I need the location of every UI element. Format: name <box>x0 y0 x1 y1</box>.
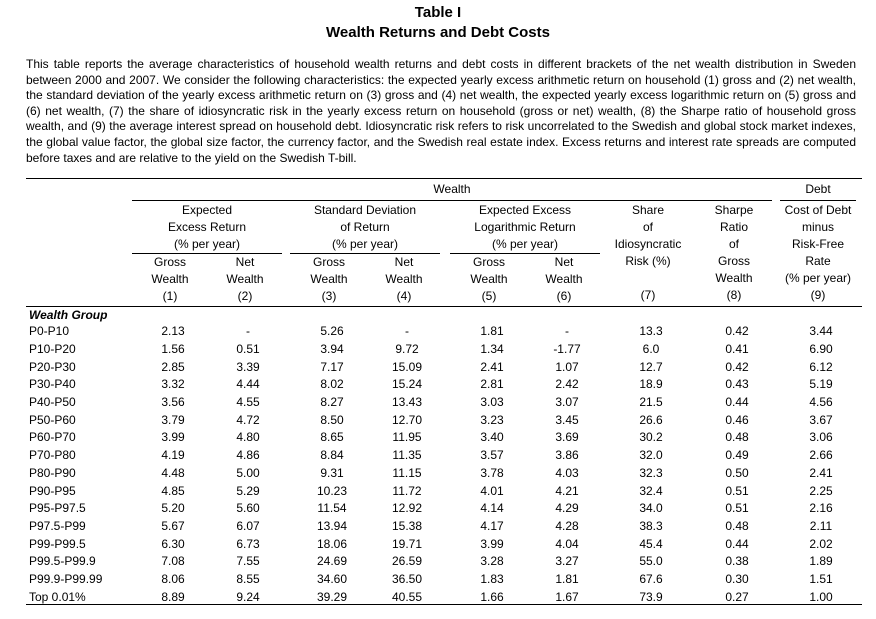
header-bottom-rule <box>26 306 862 307</box>
cell-col-1: 8.06 <box>161 571 185 586</box>
cell-col-7: 73.9 <box>639 589 663 604</box>
cell-col-5: 4.14 <box>480 501 504 516</box>
column-gap <box>443 553 453 571</box>
cell-col-9: 6.90 <box>809 342 833 357</box>
column-gap <box>285 482 293 500</box>
cell-col-4: 9.72 <box>395 342 419 357</box>
cell-col-4: 12.70 <box>391 412 423 427</box>
cell-col-6: 2.42 <box>555 377 579 392</box>
cell-col-2: 4.72 <box>236 412 260 427</box>
row-label: P60-P70 <box>29 430 76 445</box>
column-gap <box>775 323 783 341</box>
cell-col-8: 0.49 <box>725 448 749 463</box>
cell-col-1: 8.89 <box>161 589 185 604</box>
cell-col-3: 3.94 <box>320 342 344 357</box>
column-gap <box>285 535 293 553</box>
column-gap <box>603 535 611 553</box>
cell-col-8: 0.38 <box>725 554 749 569</box>
cell-col-2: - <box>246 324 250 339</box>
cell-col-4: 19.71 <box>391 536 423 551</box>
row-label: P80-P90 <box>29 465 76 480</box>
cell-col-2: 6.73 <box>236 536 260 551</box>
column-gap <box>603 465 611 483</box>
cell-col-2: 5.60 <box>236 501 260 516</box>
row-label: P99.5-P99.9 <box>29 554 96 569</box>
column-gap <box>775 482 783 500</box>
cell-col-5: 3.03 <box>480 395 504 410</box>
cell-col-9: 2.66 <box>809 448 833 463</box>
cell-col-1: 4.48 <box>161 465 185 480</box>
col-header-1: Gross Wealth (1) <box>151 255 189 303</box>
cell-col-8: 0.42 <box>725 359 749 374</box>
row-label: P30-P40 <box>29 377 76 392</box>
cell-col-9: 6.12 <box>809 359 833 374</box>
col-header-2: Net Wealth (2) <box>226 255 264 303</box>
table-row <box>26 323 859 341</box>
cell-col-5: 1.34 <box>480 342 504 357</box>
cell-col-7: 55.0 <box>639 554 663 569</box>
column-gap <box>285 394 293 412</box>
cell-col-7: 67.6 <box>639 571 663 586</box>
column-gap <box>603 482 611 500</box>
cell-col-3: 8.65 <box>320 430 344 445</box>
table-body <box>26 323 859 606</box>
cell-col-3: 8.02 <box>320 377 344 392</box>
cell-col-6: 4.28 <box>555 518 579 533</box>
cell-col-2: 6.07 <box>236 518 260 533</box>
column-gap <box>603 553 611 571</box>
column-gap <box>285 553 293 571</box>
top-rule <box>26 178 862 179</box>
cell-col-8: 0.51 <box>725 501 749 516</box>
column-gap <box>603 341 611 359</box>
cell-col-3: 8.50 <box>320 412 344 427</box>
table-row <box>26 447 859 465</box>
col-header-3: Gross Wealth (3) <box>310 255 348 303</box>
column-gap <box>691 429 699 447</box>
cell-col-3: 8.27 <box>320 395 344 410</box>
table-row <box>26 376 859 394</box>
column-gap <box>775 358 783 376</box>
cell-col-5: 1.83 <box>480 571 504 586</box>
cell-col-8: 0.43 <box>725 377 749 392</box>
cell-col-5: 3.28 <box>480 554 504 569</box>
column-gap <box>443 323 453 341</box>
cell-col-8: 0.51 <box>725 483 749 498</box>
table-row <box>26 394 859 412</box>
cell-col-7: 12.7 <box>639 359 663 374</box>
column-gap <box>285 571 293 589</box>
cell-col-2: 4.80 <box>236 430 260 445</box>
row-label: Top 0.01% <box>29 589 86 604</box>
cell-col-1: 4.19 <box>161 448 185 463</box>
column-gap <box>603 518 611 536</box>
column-gap <box>285 376 293 394</box>
column-gap <box>775 341 783 359</box>
cell-col-4: 15.38 <box>391 518 423 533</box>
cell-col-7: 18.9 <box>639 377 663 392</box>
cell-col-8: 0.44 <box>725 536 749 551</box>
cell-col-3: 13.94 <box>316 518 348 533</box>
cell-col-1: 3.32 <box>161 377 185 392</box>
col-header-6: Net Wealth (6) <box>545 255 583 303</box>
row-label: P40-P50 <box>29 395 76 410</box>
cell-col-9: 2.11 <box>809 518 833 533</box>
cell-col-6: 4.04 <box>555 536 579 551</box>
column-gap <box>603 394 611 412</box>
cell-col-3: 8.84 <box>320 448 344 463</box>
cell-col-7: 32.4 <box>639 483 663 498</box>
cell-col-3: 9.31 <box>320 465 344 480</box>
cell-col-4: 26.59 <box>391 554 423 569</box>
column-gap <box>603 411 611 429</box>
cell-col-2: 3.39 <box>236 359 260 374</box>
wealth-group-label: Wealth Group <box>29 308 108 322</box>
cell-col-8: 0.48 <box>725 430 749 445</box>
cell-col-3: 34.60 <box>316 571 348 586</box>
table-row <box>26 535 859 553</box>
cell-col-9: 1.51 <box>809 571 833 586</box>
cell-col-9: 3.67 <box>809 412 833 427</box>
cell-col-3: 10.23 <box>316 483 348 498</box>
column-gap <box>443 411 453 429</box>
table-row <box>26 553 859 571</box>
cell-col-9: 3.44 <box>809 324 833 339</box>
cell-col-5: 3.57 <box>480 448 504 463</box>
wealth-rule <box>132 200 772 201</box>
cell-col-5: 1.81 <box>480 324 504 339</box>
cell-col-2: 4.86 <box>236 448 260 463</box>
cell-col-7: 38.3 <box>639 518 663 533</box>
column-gap <box>691 482 699 500</box>
column-gap <box>775 535 783 553</box>
cell-col-7: 30.2 <box>639 430 663 445</box>
cell-col-2: 0.51 <box>236 342 260 357</box>
cell-col-8: 0.50 <box>725 465 749 480</box>
cell-col-4: 11.15 <box>392 465 422 480</box>
column-gap <box>775 500 783 518</box>
column-gap <box>443 341 453 359</box>
cell-col-1: 1.56 <box>161 342 185 357</box>
column-gap <box>691 571 699 589</box>
column-gap <box>691 553 699 571</box>
col-header-4: Net Wealth (4) <box>385 255 423 303</box>
column-gap <box>603 500 611 518</box>
cell-col-4: 11.72 <box>392 483 422 498</box>
cell-col-7: 13.3 <box>639 324 663 339</box>
column-gap <box>443 500 453 518</box>
column-gap <box>603 447 611 465</box>
cell-col-9: 2.25 <box>809 483 833 498</box>
debt-header: Debt <box>805 182 831 196</box>
cell-col-4: 11.35 <box>392 448 422 463</box>
cell-col-3: 5.26 <box>320 324 344 339</box>
bottom-rule <box>26 604 862 605</box>
col-header-8: Sharpe Ratio of Gross Wealth (8) <box>714 203 754 302</box>
column-gap <box>443 429 453 447</box>
cell-col-2: 4.44 <box>236 377 260 392</box>
column-gap <box>775 465 783 483</box>
cell-col-4: 40.55 <box>391 589 423 604</box>
cell-col-6: 3.69 <box>555 430 579 445</box>
cell-col-8: 0.42 <box>725 324 749 339</box>
column-gap <box>691 535 699 553</box>
column-gap <box>691 323 699 341</box>
cell-col-5: 3.99 <box>480 536 504 551</box>
cell-col-6: 3.07 <box>555 395 579 410</box>
cell-col-3: 24.69 <box>316 554 348 569</box>
cell-col-9: 2.16 <box>809 501 833 516</box>
cell-col-6: 1.07 <box>555 359 579 374</box>
group-header-std-dev: Standard Deviation of Return (% per year) <box>313 203 417 251</box>
cell-col-6: 1.81 <box>555 571 579 586</box>
cell-col-5: 4.17 <box>480 518 504 533</box>
column-gap <box>285 358 293 376</box>
group-header-log-return: Expected Excess Logarithmic Return (% per year) <box>474 203 576 251</box>
cell-col-4: 12.92 <box>391 501 423 516</box>
row-label: P70-P80 <box>29 448 76 463</box>
column-gap <box>691 447 699 465</box>
column-gap <box>775 394 783 412</box>
table-row <box>26 571 859 589</box>
cell-col-5: 2.81 <box>480 377 504 392</box>
column-gap <box>443 447 453 465</box>
cell-col-2: 9.24 <box>236 589 260 604</box>
cell-col-1: 3.99 <box>161 430 185 445</box>
table-row <box>26 482 859 500</box>
cell-col-2: 4.55 <box>236 395 260 410</box>
cell-col-3: 7.17 <box>320 359 344 374</box>
cell-col-1: 2.85 <box>161 359 185 374</box>
cell-col-4: 15.09 <box>391 359 423 374</box>
cell-col-8: 0.30 <box>725 571 749 586</box>
row-label: P99.9-P99.99 <box>29 571 103 586</box>
col-header-9: Cost of Debt minus Risk-Free Rate (% per year) (9) <box>784 203 852 302</box>
cell-col-1: 5.20 <box>161 501 185 516</box>
column-gap <box>691 341 699 359</box>
cell-col-2: 8.55 <box>236 571 260 586</box>
cell-col-3: 39.29 <box>316 589 348 604</box>
data-table <box>26 323 859 606</box>
cell-col-2: 5.29 <box>236 483 260 498</box>
column-gap <box>603 358 611 376</box>
cell-col-5: 2.41 <box>480 359 504 374</box>
cell-col-2: 5.00 <box>236 465 260 480</box>
cell-col-9: 2.02 <box>809 536 833 551</box>
cell-col-3: 11.54 <box>317 501 347 516</box>
cell-col-1: 3.79 <box>161 412 185 427</box>
column-gap <box>285 341 293 359</box>
column-gap <box>775 429 783 447</box>
cell-col-4: 13.43 <box>391 395 423 410</box>
column-gap <box>285 500 293 518</box>
table-title: Table I <box>414 4 462 21</box>
column-gap <box>285 465 293 483</box>
cell-col-4: 11.95 <box>392 430 422 445</box>
column-gap <box>775 553 783 571</box>
cell-col-1: 2.13 <box>161 324 185 339</box>
cell-col-7: 26.6 <box>639 412 663 427</box>
column-gap <box>443 376 453 394</box>
column-gap <box>285 518 293 536</box>
column-gap <box>691 394 699 412</box>
table-row <box>26 358 859 376</box>
column-gap <box>603 571 611 589</box>
cell-col-6: -1.77 <box>553 342 581 357</box>
cell-col-9: 2.41 <box>809 465 833 480</box>
column-gap <box>443 465 453 483</box>
cell-col-9: 5.19 <box>809 377 833 392</box>
cell-col-6: 4.29 <box>555 501 579 516</box>
cell-col-5: 3.23 <box>480 412 504 427</box>
column-gap <box>691 411 699 429</box>
cell-col-1: 7.08 <box>161 554 185 569</box>
row-label: P20-P30 <box>29 359 76 374</box>
cell-col-1: 3.56 <box>161 395 185 410</box>
cell-col-8: 0.44 <box>725 395 749 410</box>
column-gap <box>285 323 293 341</box>
column-gap <box>603 429 611 447</box>
column-gap <box>775 571 783 589</box>
cell-col-6: - <box>565 324 569 339</box>
column-gap <box>443 358 453 376</box>
table-caption: This table reports the average characteristics of household wealth returns and debt costs in different brackets of the net wealth distribution in Sweden between 2000 and 2007. We consider the following characteristics: the expected yearly excess arithmetic return on household (1) gross and (2) net wealth, the standard deviation of the yearly excess arithmetic return on (3) gross and (4) net wealth, the expected yearly excess logarithmic return on (5) gross and (6) net wealth, (7) the share of idiosyncratic risk in the yearly excess return on household (gross or net) wealth, (8) the Sharpe ratio of household gross wealth, and (9) the average interest spread on household debt. Idiosyncratic risk refers to risk uncorrelated to the Swedish and global stock market indexes, the global value factor, the global size factor, the currency factor, and the Swedish real estate index. Excess returns and interest rate spreads are computed before taxes and are relative to the yield on the Swedish T-bill. <box>26 57 856 165</box>
cell-col-8: 0.46 <box>725 412 749 427</box>
cell-col-4: 36.50 <box>391 571 423 586</box>
cell-col-7: 45.4 <box>639 536 663 551</box>
column-gap <box>775 411 783 429</box>
column-gap <box>443 535 453 553</box>
row-label: P99-P99.5 <box>29 536 86 551</box>
column-gap <box>775 376 783 394</box>
col-header-5: Gross Wealth (5) <box>470 255 508 303</box>
cell-col-9: 4.56 <box>809 395 833 410</box>
table-row <box>26 341 859 359</box>
column-gap <box>285 429 293 447</box>
debt-rule <box>780 200 856 201</box>
column-gap <box>603 376 611 394</box>
column-gap <box>691 376 699 394</box>
column-gap <box>775 518 783 536</box>
cell-col-7: 34.0 <box>639 501 663 516</box>
col-header-7: Share of Idiosyncratic Risk (%) (7) <box>614 203 682 302</box>
column-gap <box>775 447 783 465</box>
cell-col-1: 4.85 <box>161 483 185 498</box>
wealth-header: Wealth <box>433 182 471 196</box>
column-gap <box>443 394 453 412</box>
table-row <box>26 429 859 447</box>
column-gap <box>285 447 293 465</box>
table-row <box>26 518 859 536</box>
row-label: P97.5-P99 <box>29 518 86 533</box>
cell-col-6: 3.27 <box>555 554 579 569</box>
cell-col-8: 0.41 <box>725 342 749 357</box>
row-label: P50-P60 <box>29 412 76 427</box>
cell-col-6: 3.45 <box>555 412 579 427</box>
cell-col-5: 4.01 <box>480 483 504 498</box>
cell-col-5: 1.66 <box>480 589 504 604</box>
cell-col-7: 6.0 <box>642 342 660 357</box>
group-header-expected-return: Expected Excess Return (% per year) <box>167 203 247 251</box>
cell-col-4: - <box>405 324 409 339</box>
row-label: P10-P20 <box>29 342 76 357</box>
cell-col-7: 21.5 <box>639 395 663 410</box>
cell-col-5: 3.40 <box>480 430 504 445</box>
column-gap <box>443 482 453 500</box>
cell-col-9: 1.89 <box>809 554 833 569</box>
row-label: P0-P10 <box>29 324 70 339</box>
column-gap <box>443 571 453 589</box>
cell-col-1: 6.30 <box>161 536 185 551</box>
column-gap <box>691 518 699 536</box>
table-row <box>26 500 859 518</box>
cell-col-9: 3.06 <box>809 430 833 445</box>
cell-col-6: 4.21 <box>555 483 579 498</box>
column-gap <box>285 411 293 429</box>
cell-col-7: 32.0 <box>639 448 663 463</box>
cell-col-1: 5.67 <box>161 518 185 533</box>
cell-col-3: 18.06 <box>316 536 348 551</box>
column-gap <box>691 358 699 376</box>
column-gap <box>603 323 611 341</box>
cell-col-2: 7.55 <box>236 554 260 569</box>
column-gap <box>691 500 699 518</box>
table-row <box>26 465 859 483</box>
cell-col-5: 3.78 <box>480 465 504 480</box>
column-gap <box>443 518 453 536</box>
table-subtitle: Wealth Returns and Debt Costs <box>326 24 550 41</box>
cell-col-6: 3.86 <box>555 448 579 463</box>
cell-col-4: 15.24 <box>391 377 423 392</box>
column-gap <box>691 465 699 483</box>
cell-col-6: 4.03 <box>555 465 579 480</box>
cell-col-9: 1.00 <box>809 589 833 604</box>
row-label: P95-P97.5 <box>29 501 86 516</box>
table-row <box>26 411 859 429</box>
cell-col-6: 1.67 <box>555 589 579 604</box>
cell-col-7: 32.3 <box>639 465 663 480</box>
row-label: P90-P95 <box>29 483 76 498</box>
cell-col-8: 0.48 <box>725 518 749 533</box>
cell-col-8: 0.27 <box>725 589 749 604</box>
